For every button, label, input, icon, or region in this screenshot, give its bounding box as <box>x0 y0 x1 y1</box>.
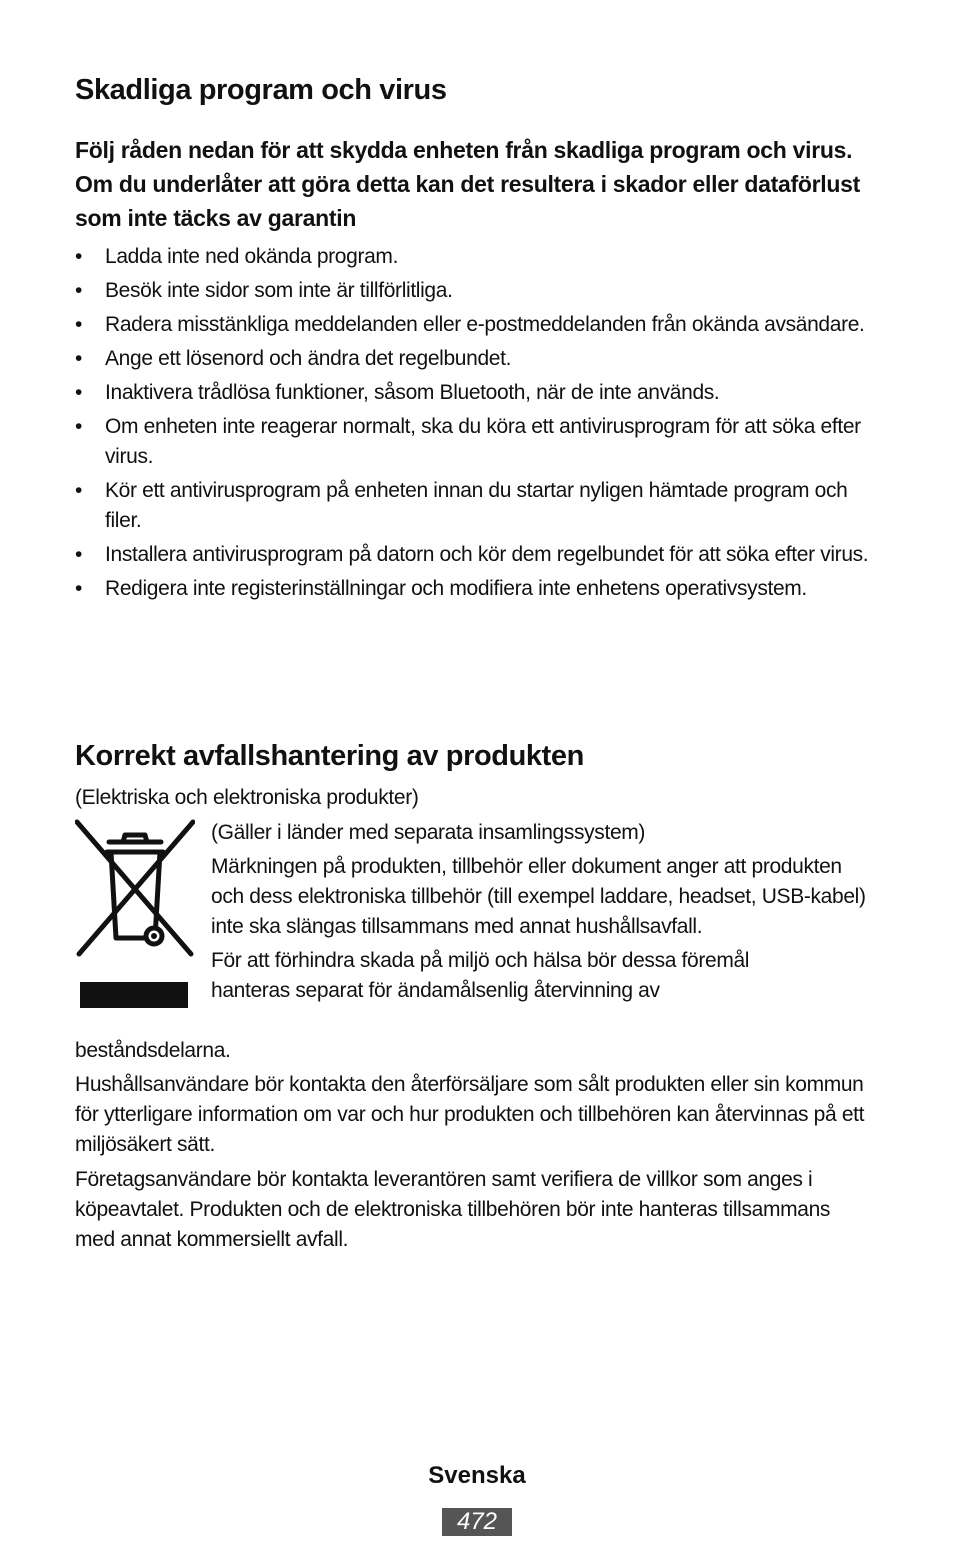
bullet-glyph: • <box>75 313 83 336</box>
list-item-text: Kör ett antivirusprogram på enheten innan du startar nyligen hämtade program och filer. <box>105 479 848 532</box>
list-item <box>75 310 875 340</box>
list-item <box>75 574 875 604</box>
bullet-glyph: • <box>75 479 83 502</box>
disposal-subtitle: (Elektriska och elektroniska produkter) <box>75 786 419 809</box>
list-item <box>75 476 875 536</box>
household-users-paragraph: Hushållsanvändare bör kontakta den återförsäljare som sålt produkten eller sin kommun för ytterligare information om var och hur produkten och tillbehören kan återvinnas på ett miljösäkert sätt. <box>75 1073 865 1156</box>
weee-black-bar <box>80 982 188 1008</box>
malware-lead-paragraph: Följ råden nedan för att skydda enheten från skadliga program och virus. Om du underlåter att göra detta kan det resultera i skador eller dataförlust som inte täcks av garantin <box>75 137 860 231</box>
list-item <box>75 344 875 374</box>
list-item-text: Om enheten inte reagerar normalt, ska du köra ett antivirusprogram för att söka efter virus. <box>105 415 861 468</box>
section-title-disposal: Korrekt avfallshantering av produkten <box>75 740 584 772</box>
list-item-text: Installera antivirusprogram på datorn och kör dem regelbundet för att söka efter virus. <box>105 543 869 566</box>
list-item-text: Ange ett lösenord och ändra det regelbundet. <box>105 347 512 370</box>
bullet-glyph: • <box>75 543 83 566</box>
list-item-text: Ladda inte ned okända program. <box>105 245 399 268</box>
weee-paragraph-2: Märkningen på produkten, tillbehör eller dokument anger att produkten och dess elektroniska tillbehör (till exempel laddare, headset, USB-kabel) inte ska slängas tillsammans med annat hushållsavfall. <box>211 855 866 938</box>
footer-language: Svenska <box>428 1462 526 1489</box>
bullet-glyph: • <box>75 577 83 600</box>
business-users-paragraph: Företagsanvändare bör kontakta leverantören samt verifiera de villkor som anges i köpeavtalet. Produkten och de elektroniska tillbehören bör inte hanteras tillsammans med annat kommersiellt avfall. <box>75 1168 831 1251</box>
section-title-malware: Skadliga program och virus <box>75 74 447 106</box>
page-number-badge: 472 <box>442 1508 512 1536</box>
crossed-out-wheelie-bin-icon <box>75 818 195 958</box>
bullet-glyph: • <box>75 347 83 370</box>
bullet-glyph: • <box>75 381 83 404</box>
weee-paragraph-3-end: beståndsdelarna. <box>75 1039 231 1062</box>
bullet-glyph: • <box>75 245 83 268</box>
list-item <box>75 276 875 306</box>
weee-paragraph-1: (Gäller i länder med separata insamlingssystem) <box>211 821 646 844</box>
list-item-text: Redigera inte registerinställningar och modifiera inte enhetens operativsystem. <box>105 577 807 600</box>
list-item <box>75 540 875 570</box>
bullet-glyph: • <box>75 415 83 438</box>
list-item-text: Besök inte sidor som inte är tillförlitliga. <box>105 279 453 302</box>
list-item <box>75 242 875 272</box>
weee-paragraph-3: För att förhindra skada på miljö och hälsa bör dessa föremål hanteras separat för ändamålsenlig återvinning av <box>211 949 750 1002</box>
malware-tips-list <box>75 242 875 608</box>
bullet-glyph: • <box>75 279 83 302</box>
list-item-text: Radera misstänkliga meddelanden eller e-postmeddelanden från okända avsändare. <box>105 313 865 336</box>
weee-text-column <box>211 818 871 1006</box>
list-item <box>75 378 875 408</box>
list-item <box>75 412 875 472</box>
list-item-text: Inaktivera trådlösa funktioner, såsom Bluetooth, när de inte används. <box>105 381 720 404</box>
